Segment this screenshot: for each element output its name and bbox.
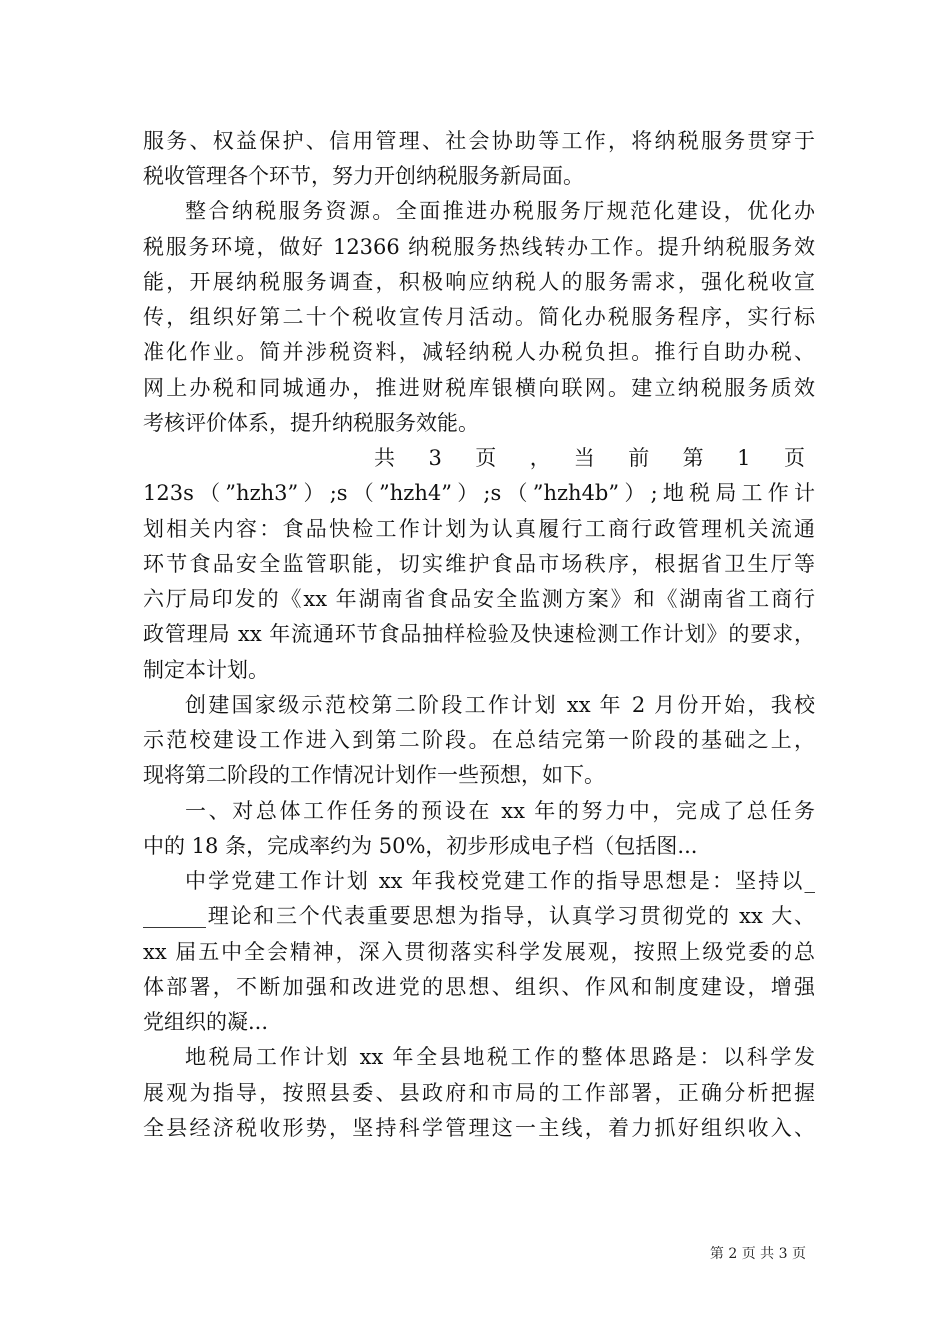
page-count-line: 共 3 页 ， 当 前 第 1 页 bbox=[374, 446, 805, 470]
text-line: 地税局工作计划 xx 年全县地税工作的整体思路是：以科学发 bbox=[185, 1045, 815, 1069]
text-line: 税收管理各个环节，努力开创纳税服务新局面。 bbox=[143, 164, 584, 188]
text-line: xx 届五中全会精神，深入贯彻落实科学发展观，按照上级党委的总 bbox=[143, 940, 815, 964]
text-line: 传，组织好第二十个税收宣传月活动。简化办税服务程序，实行标 bbox=[143, 305, 815, 329]
text-line: 能，开展纳税服务调查，积极响应纳税人的服务需求，强化税收宣 bbox=[143, 270, 815, 294]
text-line: 创建国家级示范校第二阶段工作计划 xx 年 2 月份开始，我校 bbox=[185, 693, 815, 717]
text-line: 政管理局 xx 年流通环节食品抽样检验及快速检测工作计划》的要求， bbox=[143, 622, 815, 646]
text-line: 中学党建工作计划 xx 年我校党建工作的指导思想是：坚持以_ bbox=[185, 869, 815, 893]
text-line: 展观为指导，按照县委、县政府和市局的工作部署，正确分析把握 bbox=[143, 1081, 815, 1105]
text-line: 六厅局印发的《xx 年湖南省食品安全监测方案》和《湖南省工商行 bbox=[143, 587, 815, 611]
text-line: 示范校建设工作进入到第二阶段。在总结完第一阶段的基础之上， bbox=[143, 728, 815, 752]
text-line: 整合纳税服务资源。全面推进办税服务厅规范化建设，优化办 bbox=[185, 199, 815, 223]
text-line: 制定本计划。 bbox=[143, 658, 269, 682]
text-line: 准化作业。简并涉税资料，减轻纳税人办税负担。推行自助办税、 bbox=[143, 340, 815, 364]
text-line: 考核评价体系，提升纳税服务效能。 bbox=[143, 411, 479, 435]
text-line: 全县经济税收形势，坚持科学管理这一主线，着力抓好组织收入、 bbox=[143, 1116, 815, 1140]
text-line: 一、对总体工作任务的预设在 xx 年的努力中，完成了总任务 bbox=[185, 799, 815, 823]
text-line: 党组织的凝... bbox=[143, 1010, 269, 1034]
page-number-footer: 第 2 页 共 3 页 bbox=[709, 1246, 806, 1262]
text-line: 体部署，不断加强和改进党的思想、组织、作风和制度建设，增强 bbox=[143, 975, 815, 999]
text-line: 服务、权益保护、信用管理、社会协助等工作，将纳税服务贯穿于 bbox=[143, 129, 815, 153]
text-line: 划相关内容：食品快检工作计划为认真履行工商行政管理机关流通 bbox=[143, 517, 815, 541]
text-line: 环节食品安全监管职能，切实维护食品市场秩序，根据省卫生厅等 bbox=[143, 552, 815, 576]
text-line: 税服务环境，做好 12366 纳税服务热线转办工作。提升纳税服务效 bbox=[143, 235, 815, 259]
text-line: 中的 18 条，完成率约为 50%，初步形成电子档（包括图... bbox=[143, 834, 698, 858]
text-line: 现将第二阶段的工作情况计划作一些预想，如下。 bbox=[143, 763, 605, 787]
text-line: ______理论和三个代表重要思想为指导，认真学习贯彻党的 xx 大、 bbox=[143, 904, 815, 928]
text-line: 123s（”hzh3”）;s（”hzh4”）;s（”hzh4b”）;地税局工作计 bbox=[143, 481, 815, 505]
text-line: 网上办税和同城通办，推进财税库银横向联网。建立纳税服务质效 bbox=[143, 376, 815, 400]
